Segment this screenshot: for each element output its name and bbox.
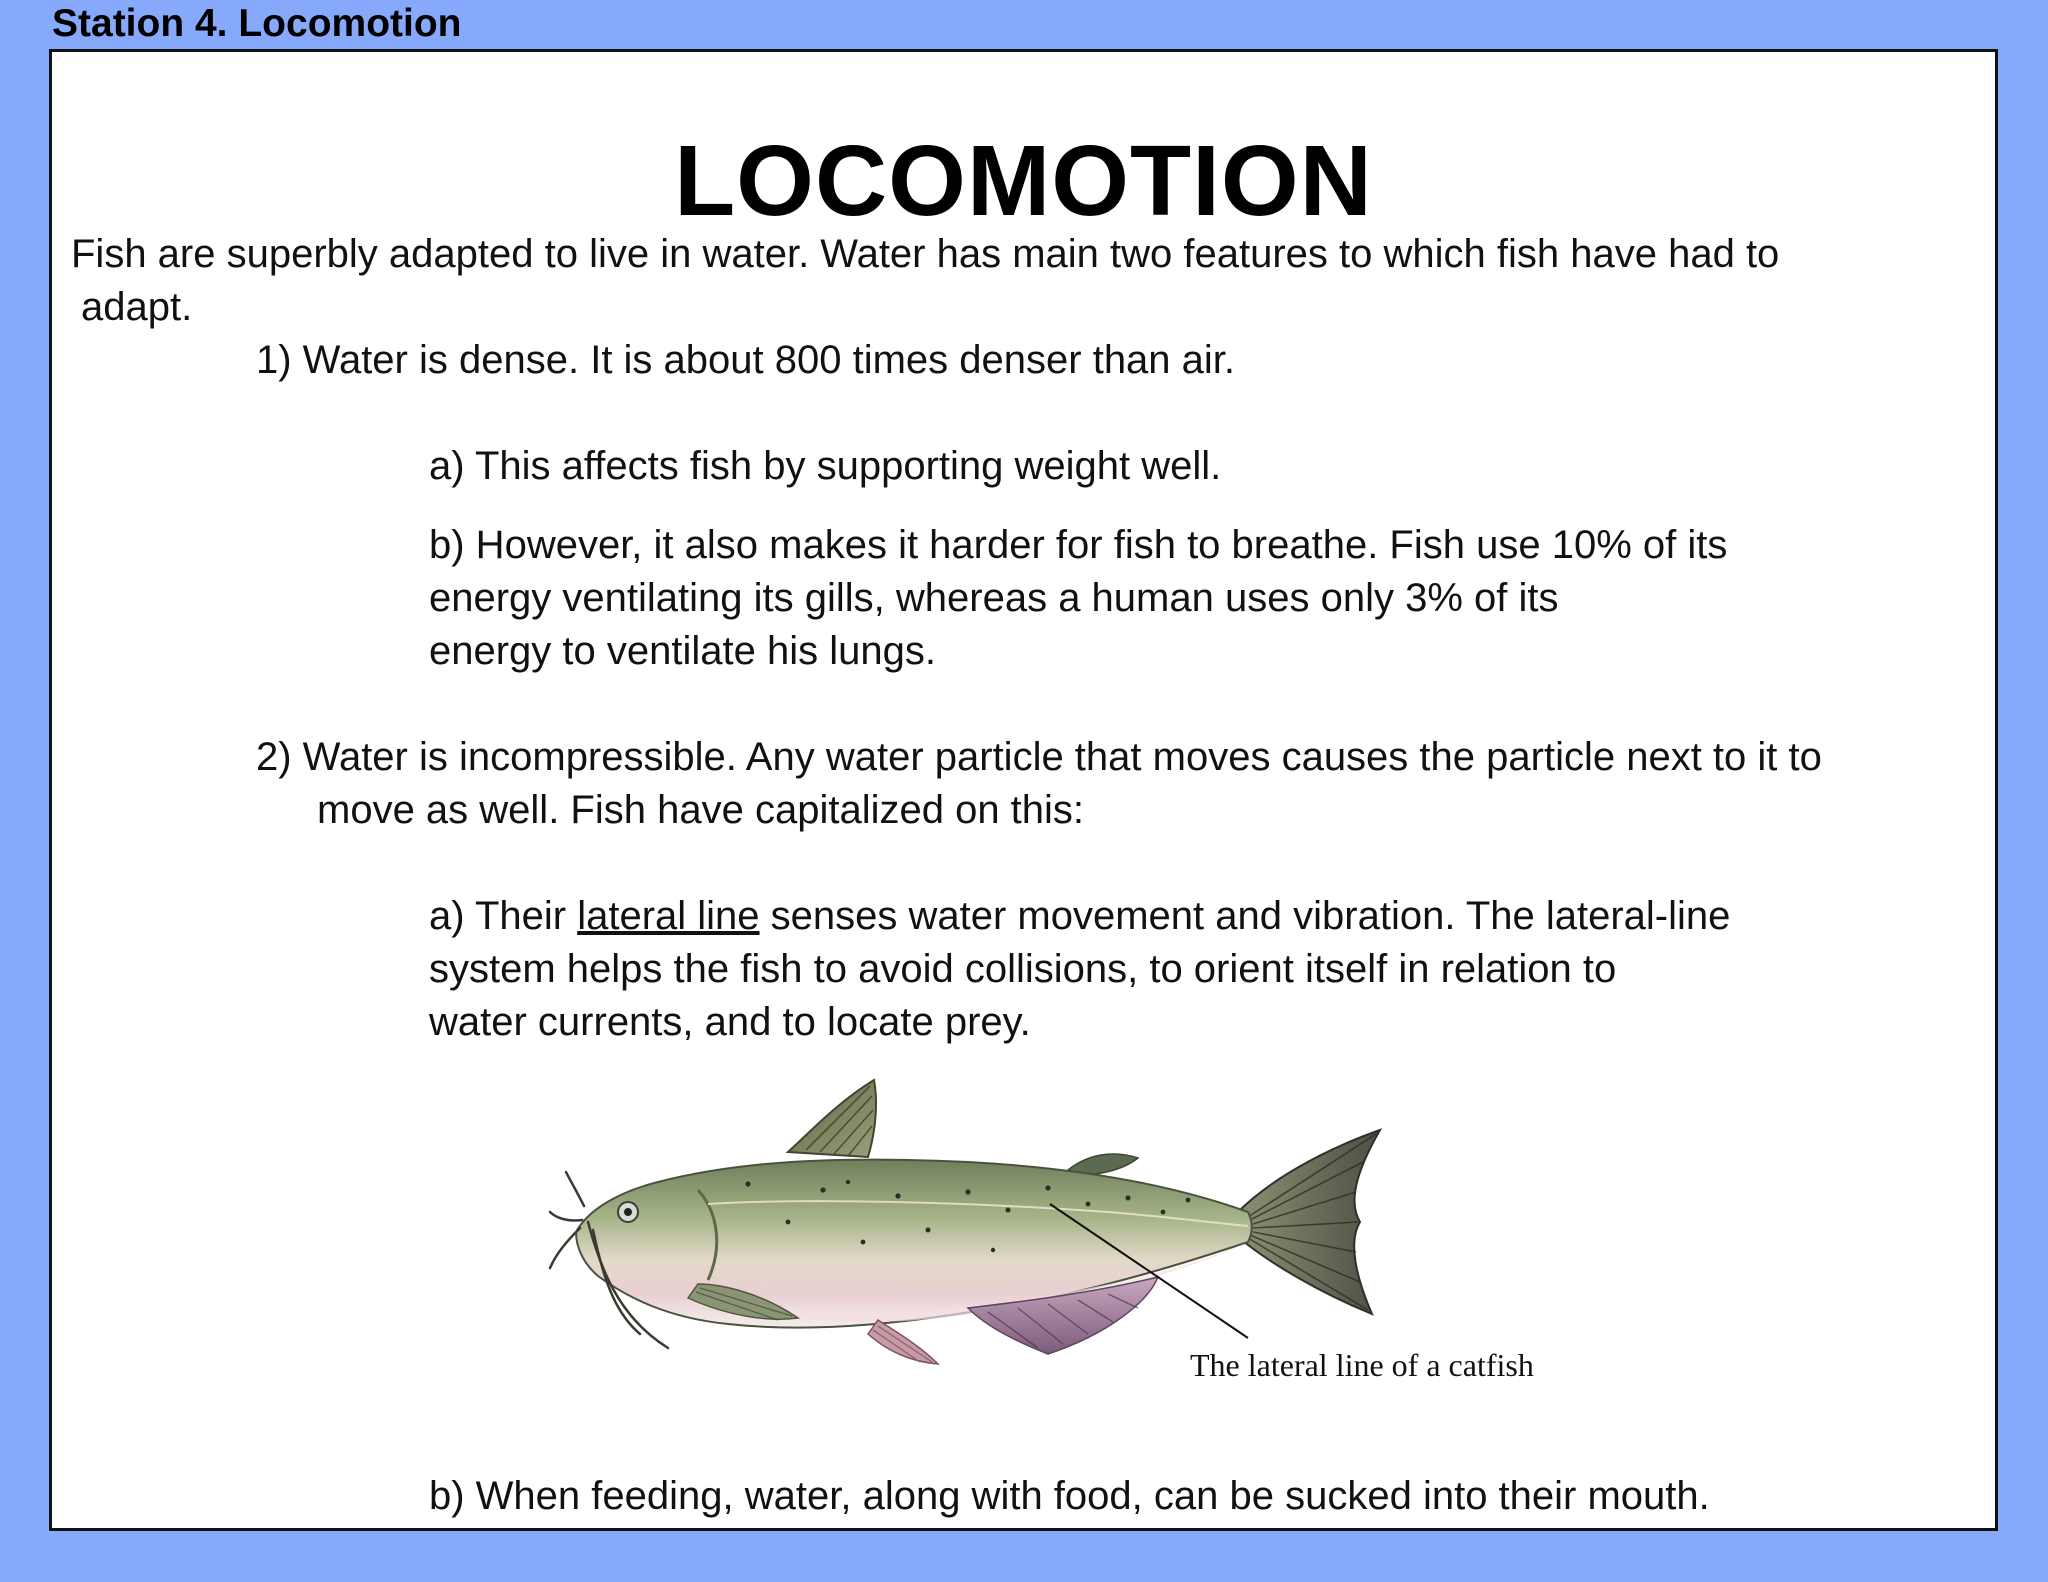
dorsal-fin: [788, 1080, 876, 1157]
point-2a-line-3: water currents, and to locate prey.: [429, 1000, 1031, 1044]
point-2-heading-line-1: 2) Water is incompressible. Any water particle that moves causes the particle next to it to: [256, 735, 1822, 779]
point-1b-line-3: energy to ventilate his lungs.: [429, 629, 936, 673]
figure-caption: The lateral line of a catfish: [1190, 1347, 1534, 1383]
point-2b-text: b) When feeding, water, along with food, can be sucked into their mouth.: [429, 1474, 1710, 1518]
station-label: Station 4. Locomotion: [52, 2, 462, 45]
point-2a-line-1: [429, 890, 1730, 943]
catfish-illustration: [548, 1072, 1388, 1372]
barbel: [550, 1228, 580, 1268]
lateral-line-term: lateral line: [577, 894, 760, 938]
barbel: [550, 1212, 582, 1221]
point-2a-rest: senses water movement and vibration. The lateral-line: [759, 894, 1731, 938]
page-title: LOCOMOTION: [674, 125, 1373, 237]
intro-line-1: Fish are superbly adapted to live in water. Water has main two features to which fish have had to: [71, 232, 1780, 276]
point-2-heading-line-2: move as well. Fish have capitalized on this:: [317, 788, 1085, 832]
intro-line-2: adapt.: [81, 285, 193, 329]
point-1-heading: 1) Water is dense. It is about 800 times denser than air.: [256, 338, 1236, 382]
point-1b-line-1: b) However, it also makes it harder for fish to breathe. Fish use 10% of its: [429, 523, 1728, 567]
point-1b-line-2: energy ventilating its gills, whereas a human uses only 3% of its: [429, 576, 1559, 620]
point-2a-prefix: a) Their: [429, 894, 578, 938]
point-2a-line-2: system helps the fish to avoid collisions, to orient itself in relation to: [429, 947, 1617, 991]
barbel: [566, 1172, 584, 1206]
fish-body: [576, 1160, 1252, 1328]
point-1a-text: a) This affects fish by supporting weight well.: [429, 444, 1222, 488]
